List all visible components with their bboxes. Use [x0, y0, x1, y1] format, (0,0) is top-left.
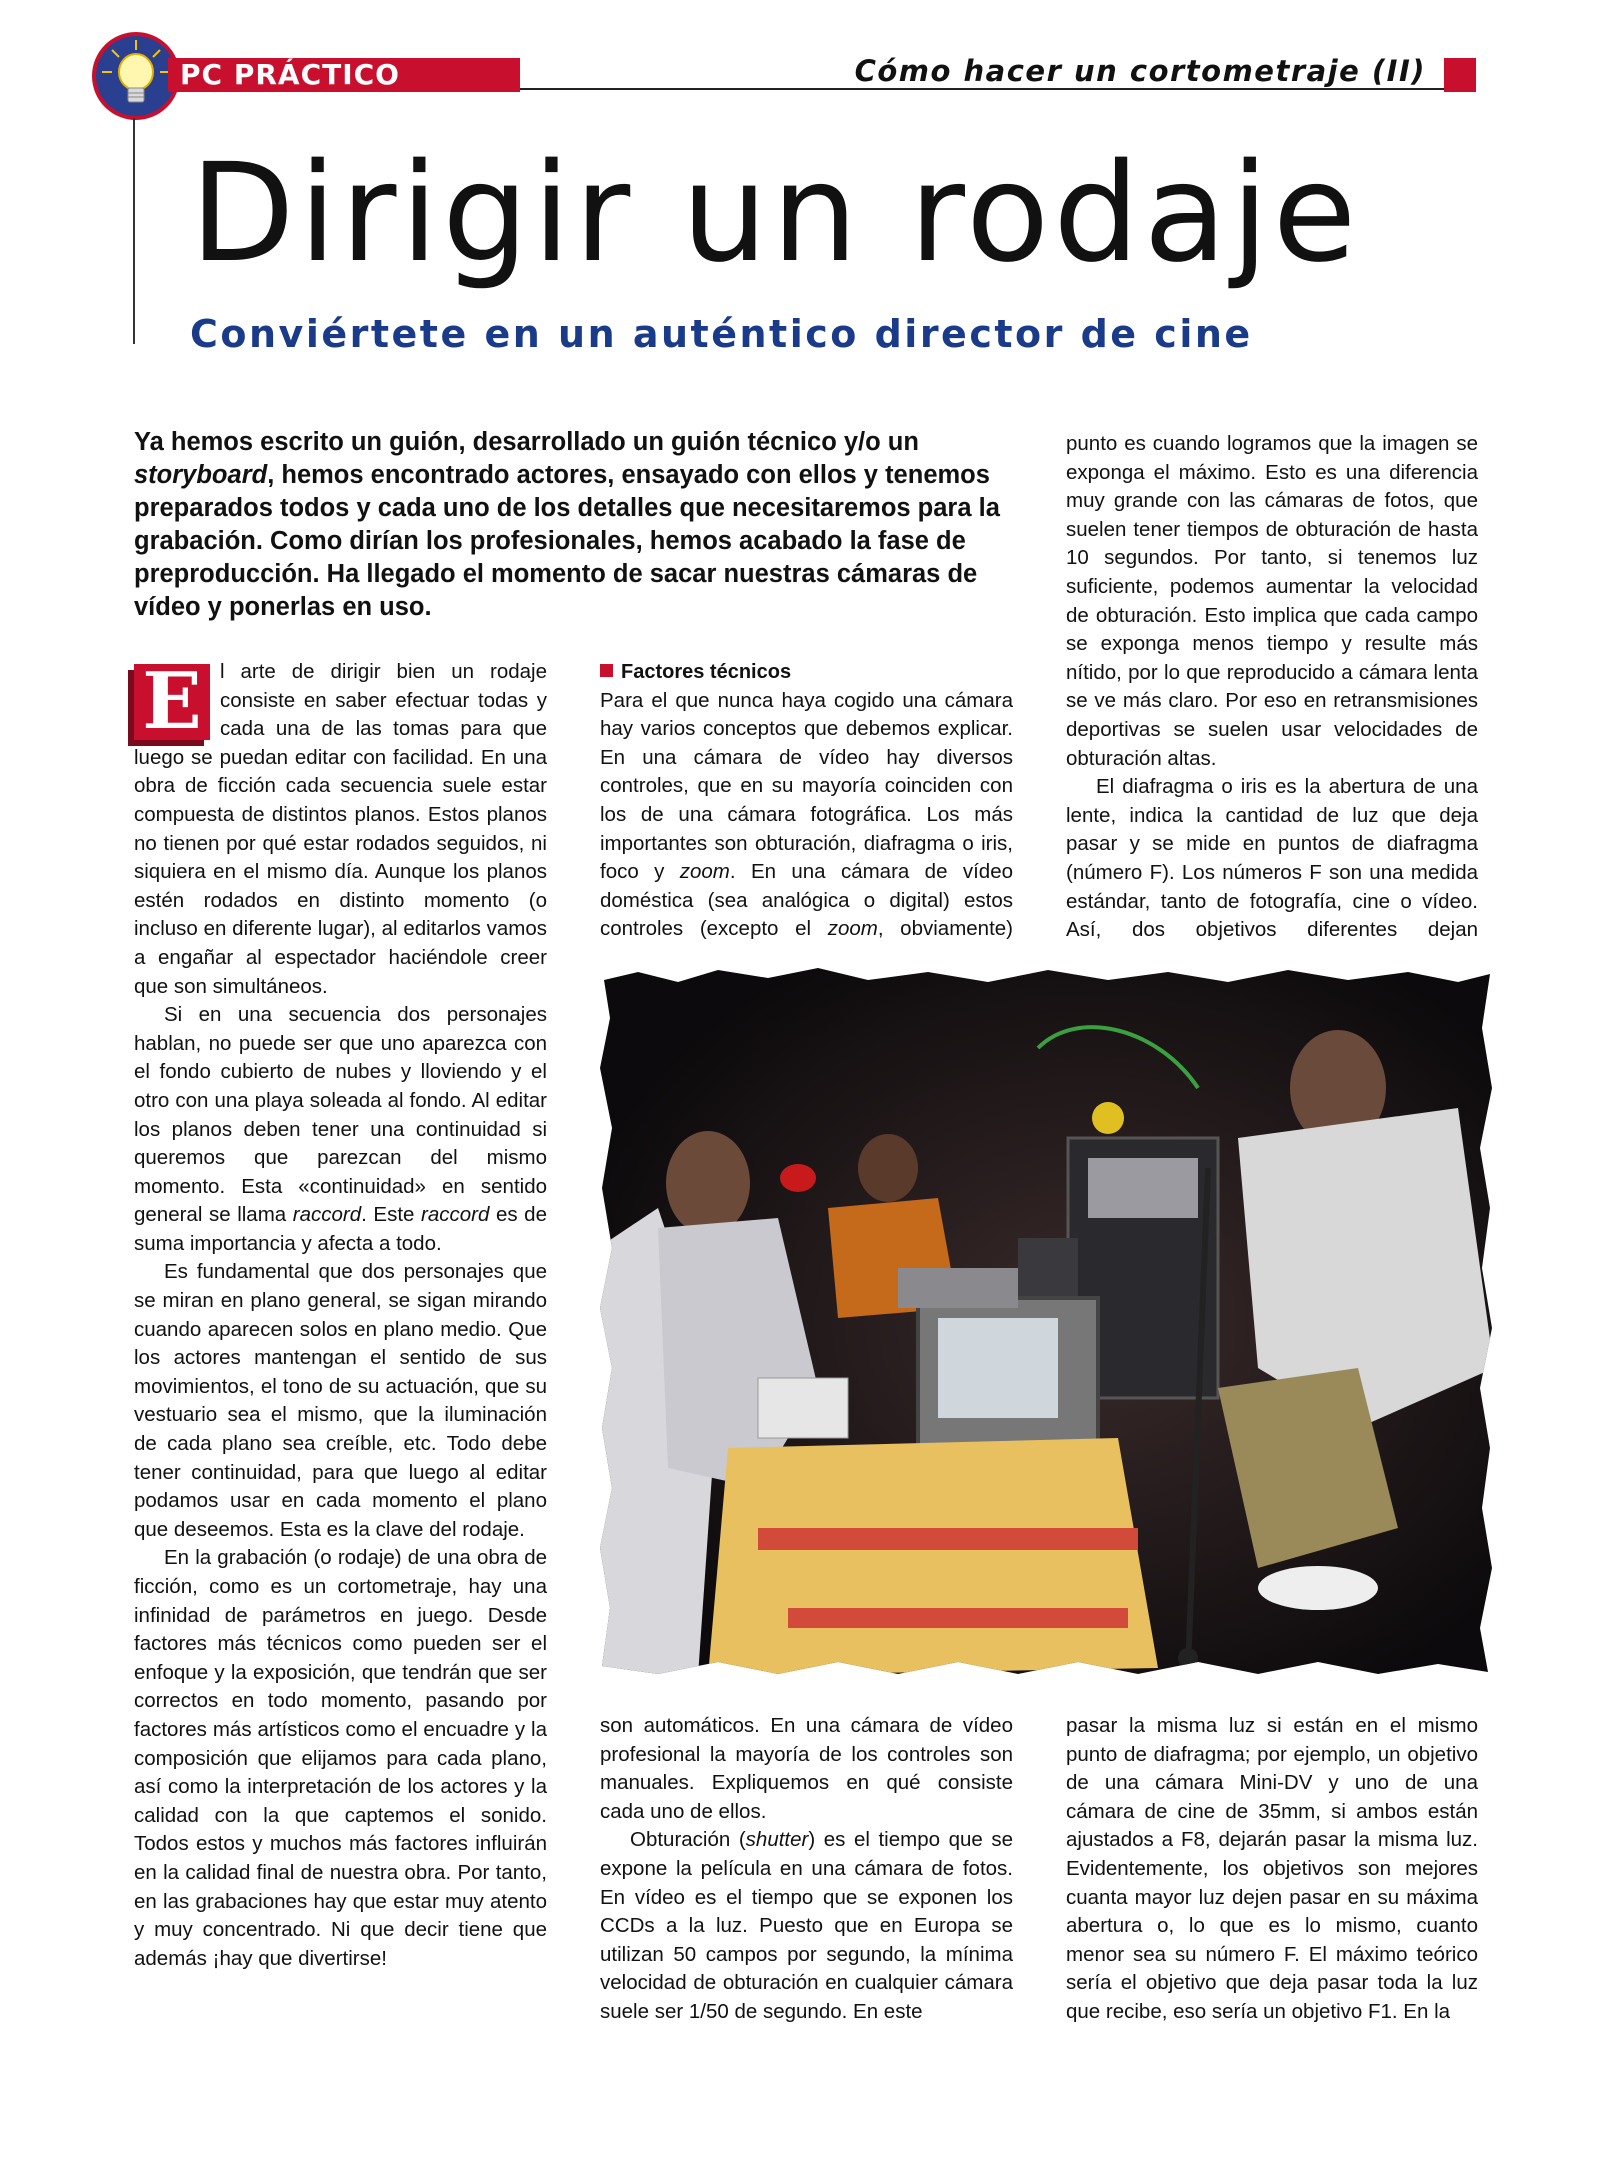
square-bullet-icon — [600, 664, 613, 677]
article-subtitle: Conviértete en un auténtico director de cine — [190, 312, 1253, 356]
body-paragraph: Si en una secuencia dos personajes hablan, no puede ser que uno aparezca con el fondo cubierto de nubes y lloviendo y el otro con una playa soleada al fondo. Al editar los planos deben tener una continuidad si queremos que parezcan del mismo momento. Esta «continuidad» en sentido general se llama raccord. Este raccord es de suma importancia y afecta a todo. — [134, 1003, 547, 1255]
lightbulb-icon — [92, 32, 180, 120]
article-title: Dirigir un rodaje — [190, 135, 1361, 293]
article-lead: Ya hemos escrito un guión, desarrollado un guión técnico y/o un storyboard, hemos encontrado actores, ensayado con ellos y tenemos preparados todos y cada uno de los detalles que necesitaremos para la grabación. Como dirían los profesionales, hemos acabado la fase de preproducción. Ha llegado el momento de sacar nuestras cámaras de vídeo y ponerlas en uso. — [134, 428, 1000, 621]
body-paragraph: Obturación (shutter) es el tiempo que se expone la película en una cámara de fotos. En vídeo es el tiempo que se exponen los CCDs a la luz. Puesto que en Europa se utilizan 50 campos por segundo, la mínima velocidad de obturación en cualquier cámara suele ser 1/50 de segundo. En este — [600, 1828, 1013, 2023]
body-column-2-top — [600, 658, 1013, 944]
body-paragraph: pasar la misma luz si están en el mismo punto de diafragma; por ejemplo, un objetivo de una cámara Mini-DV y uno de una cámara de cine de 35mm, si ambos están ajustados a F8, dejarán pasar la misma luz. Evidentemente, los objetivos son mejores cuanta mayor luz dejen pasar en su máxima abertura o, lo que es lo mismo, cuanto menor sea su número F. El máximo teórico sería el objetivo que deja pasar toda la luz que recibe, eso sería un objetivo F1. En la — [1066, 1714, 1478, 2023]
body-column-1 — [134, 658, 547, 1973]
body-paragraph: Para el que nunca haya cogido una cámara hay varios conceptos que debemos explicar. En una cámara de vídeo hay diversos controles, que en su mayoría coinciden con los de una cámara fotográfica. Los más importantes son obturación, diafragma o iris, foco y zoom. En una cámara de vídeo doméstica (sea analógica o digital) estos controles (excepto el zoom, obviamente) — [600, 688, 1013, 941]
drop-cap: E — [134, 664, 210, 740]
header-red-square — [1444, 58, 1476, 92]
body-paragraph: En la grabación (o rodaje) de una obra de ficción, como es un cortometraje, hay una infinidad de parámetros en juego. Desde factores más técnicos como pueden ser el enfoque y la exposición, que tendrán que ser correctos en todo momento, pasando por factores más artísticos como el encuadre y la composición que elijamos para cada plano, así como la interpretación de los actores y la calidad con la que captemos el sonido. Todos estos y muchos más factores influirán en la calidad final de nuestra obra. Por tanto, en las grabaciones hay que estar muy atento y muy concentrado. Ni que decir tiene que además ¡hay que divertirse! — [134, 1546, 547, 1970]
body-column-2-bottom — [600, 1712, 1013, 2027]
body-column-3-bottom — [1066, 1712, 1478, 2027]
body-paragraph: punto es cuando logramos que la imagen se exponga el máximo. Esto es una diferencia muy grande con las cámaras de fotos, que suelen tener tiempos de obturación de hasta 10 segundos. Por tanto, si tenemos luz suficiente, podemos aumentar la velocidad de obturación. Esto implica que cada campo se exponga menos tiempo y resulte más nítido, por lo que reproducido a cámara lenta se ve más claro. Por eso en retransmisiones deportivas se suelen usar velocidades de obturación altas. — [1066, 432, 1478, 770]
series-title: Cómo hacer un cortometraje (II) — [854, 54, 1426, 88]
title-vertical-rule — [133, 118, 135, 344]
header-rule — [520, 88, 1444, 90]
film-set-photo — [598, 968, 1494, 1676]
body-column-3-top — [1066, 430, 1478, 945]
body-paragraph: El diafragma o iris es la abertura de una lente, indica la cantidad de luz que deja pasar y se mide en puntos de diafragma (número F). Los números F son una medida estándar, tanto de fotografía, cine o vídeo. Así, dos objetivos diferentes dejan — [1066, 775, 1478, 942]
body-paragraph: son automáticos. En una cámara de vídeo profesional la mayoría de los controles son manuales. Expliquemos en qué consiste cada uno de ellos. — [600, 1714, 1013, 1823]
body-paragraph: Es fundamental que dos personajes que se miran en plano general, se sigan mirando cuando aparecen solos en plano medio. Que los actores mantengan el sentido de sus movimientos, el tono de su actuación, que su vestuario sea el mismo, que la iluminación de cada plano sea creíble, etc. Todo debe tener continuidad, para que luego al editar podamos usar en cada momento el plano que deseemos. Esta es la clave del rodaje. — [134, 1260, 547, 1541]
section-label: PC PRÁCTICO — [180, 58, 400, 91]
body-paragraph: E l arte de dirigir bien un rodaje consiste en saber efectuar todas y cada una de las tomas para que luego se puedan editar con facilidad. En una obra de ficción cada secuencia suele estar compuesta de distintos planos. Estos planos no tienen por qué estar rodados seguidos, ni siquiera en el mismo día. Aunque los planos estén rodados en distinto momento (o incluso en diferente lugar), al editarlos vamos a engañar al espectador haciéndole creer que son simultáneos. — [134, 656, 547, 998]
subheading: Factores técnicos — [600, 658, 1013, 687]
